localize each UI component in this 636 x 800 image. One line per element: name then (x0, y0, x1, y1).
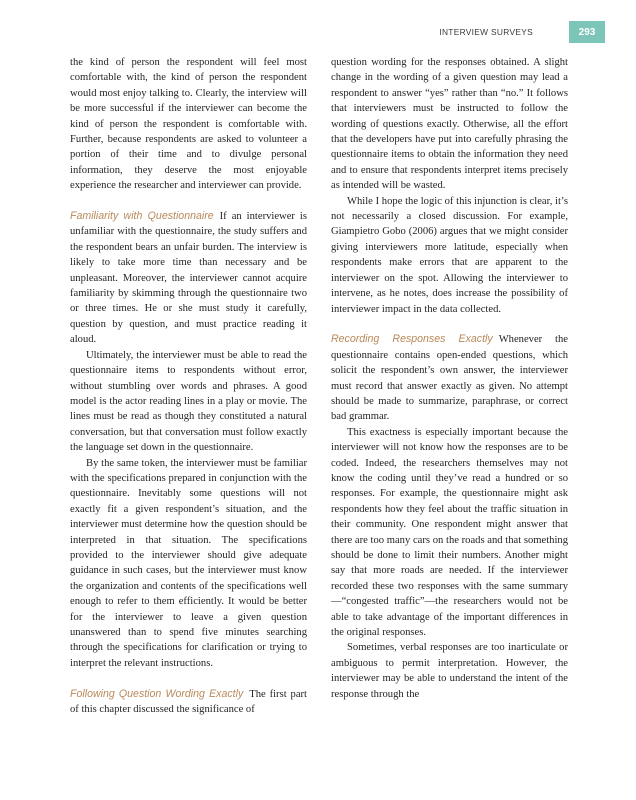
section-heading-recording-responses: Recording Responses Exactly (331, 333, 493, 346)
right-column (331, 55, 568, 702)
paragraph-exactness (331, 425, 568, 641)
paragraph-text: Ultimately, the interviewer must be able to read the questionnaire items to respondents without error, without stumbling over words and phrases. A good model is the actor reading lines in a play or movie. The lines must be read as though they constituted a natural conversation, but that conversation must follow exactly the language set down in the questionnaire. (70, 349, 307, 454)
paragraph-question-wording (70, 687, 307, 718)
paragraph-text: By the same token, the interviewer must be familiar with the specifications prepared in conjunction with the questionnaire. Inevitably some questions will not exactly fit a given respondent’s situation, and the interviewer must determine how the question should be interpreted in that situation. The specifications provided to the interviewer should give adequate guidance in such cases, but the interviewer must know the organization and contents of the specifications well enough to refer to them efficiently. It would be better for the interviewer to leave a given question unanswered than to spend five minutes searching through the specifications for clarification or trying to interpret the relevant instructions. (70, 457, 307, 669)
paragraph-wording-significance (331, 55, 568, 194)
paragraph-text: This exactness is especially important because the interviewer will not know how the responses are to be coded. Indeed, the researchers themselves may not know the coding until they’ve read a hundred or so responses. For example, the questionnaire might ask respondents how they feel about the traffic situation in their community. One respondent might answer that there are too many cars on the roads and that something should be done to limit their numbers. Another might say that more roads are needed. If the interviewer recorded these two responses with the same summary—“congested traffic”—the researchers would not be able to take advantage of the important differences in the original responses. (331, 426, 568, 639)
paragraph-text: Sometimes, verbal responses are too inarticulate or ambiguous to permit interpretation. However, the interviewer may be able to understand the intent of the response through the (331, 642, 568, 700)
paragraph-specifications (70, 456, 307, 672)
paragraph-recording-responses (331, 332, 568, 424)
paragraph-ultimately (70, 348, 307, 456)
section-heading-question-wording: Following Question Wording Exactly (70, 687, 244, 700)
paragraph-respondent-comfort (70, 55, 307, 194)
paragraph-text: While I hope the logic of this injunction is clear, it’s not necessarily a closed discussion. For example, Giampietro Gobo (2006) argues that we might consider giving interviewers more latitude, especially when respondents make errors that are apparent to the interviewer on the spot. Allowing the interviewer to intervene, as he notes, does increase the possibility of interviewer impact in the data collected. (331, 195, 568, 315)
paragraph-familiarity (70, 209, 307, 348)
paragraph-text: the kind of person the respondent will feel most comfortable with, the kind of person the respondent would most enjoy talking to. Clearly, the interview will be more successful if the interviewer can become the kind of person the respondent is comfortable with. Further, because respondents are asked to volunteer a portion of their time and to divulge personal information, they deserve the most enjoyable experience the researcher and interviewer can provide. (70, 57, 307, 192)
page-number: 293 (569, 21, 605, 43)
paragraph-text: Whenever the questionnaire contains open-ended questions, which solicit the respondent’s own answer, the interviewer must record that answer exactly as given. No attempt should be made to summarize, paraphrase, or correct bad grammar. (331, 334, 568, 423)
paragraph-injunction (331, 194, 568, 317)
running-head: INTERVIEW SURVEYS (439, 27, 533, 37)
paragraph-verbal-responses (331, 640, 568, 702)
paragraph-text: If an interviewer is unfamiliar with the questionnaire, the study suffers and the respondent bears an unfair burden. The interview is likely to take more time than necessary and be unpleasant. Moreover, the interviewer cannot acquire familiarity by skimming through the questionnaire two or three times. He or she must study it carefully, question by question, and must practice reading it aloud. (70, 211, 307, 346)
left-column (70, 55, 307, 717)
paragraph-text: question wording for the responses obtained. A slight change in the wording of a given question may lead a respondent to answer “yes” rather than “no.” It follows that interviewers must be instructed to follow the wording of questions exactly. Otherwise, all the effort that the developers have put into carefully phrasing the questionnaire items to obtain the information they need and to ensure that respondents interpret items precisely as intended will be wasted. (331, 57, 568, 192)
section-heading-familiarity: Familiarity with Questionnaire (70, 210, 214, 223)
paragraph-text: The first part of this chapter discussed the significance of (70, 688, 307, 716)
